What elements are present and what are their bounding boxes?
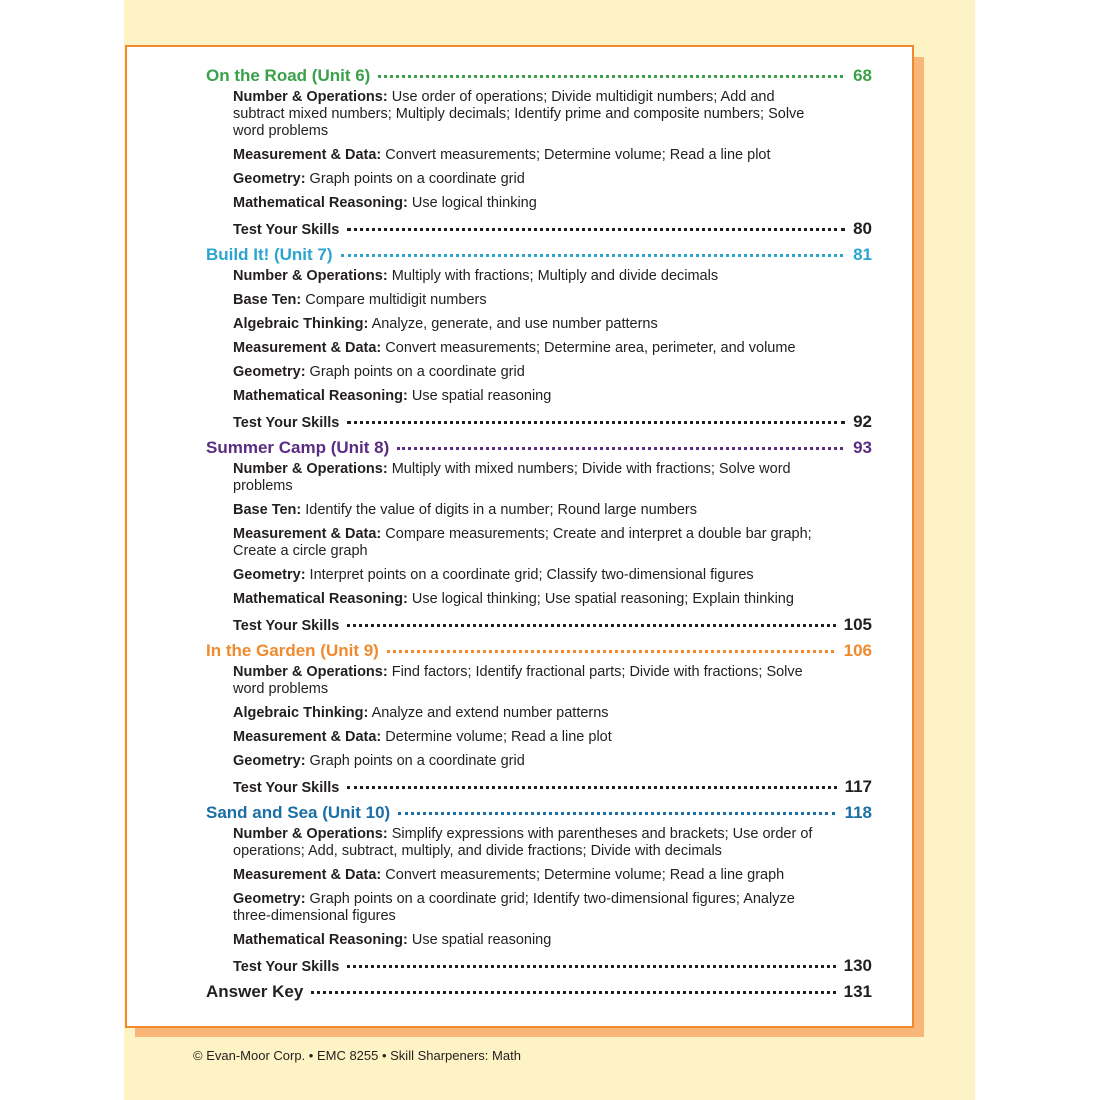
skill-category: Number & Operations:	[233, 89, 388, 105]
unit-title: On the Road (Unit 6)	[206, 66, 371, 85]
skill-description: Convert measurements; Determine volume; Read a line plot	[381, 147, 771, 163]
skill-category: Geometry:	[233, 567, 306, 583]
skill-description: Graph points on a coordinate grid	[305, 171, 525, 187]
unit-heading[interactable]	[206, 245, 872, 267]
unit-page-number: 106	[843, 641, 872, 660]
dot-leader	[398, 812, 834, 815]
test-page-number: 130	[843, 956, 872, 975]
unit-heading[interactable]	[206, 641, 872, 663]
test-label: Test Your Skills	[233, 415, 340, 431]
skill-entry	[233, 891, 823, 925]
skill-category: Base Ten:	[233, 502, 302, 518]
test-your-skills-entry[interactable]	[233, 956, 872, 976]
skill-description: Graph points on a coordinate grid; Identify two-dimensional figures; Analyze three-dimensional figures	[233, 891, 795, 924]
dot-leader	[341, 254, 844, 257]
test-label: Test Your Skills	[233, 618, 340, 634]
skill-description: Interpret points on a coordinate grid; Classify two-dimensional figures	[305, 567, 754, 583]
skill-category: Geometry:	[233, 171, 306, 187]
skill-description: Use logical thinking	[407, 195, 537, 211]
skill-description: Multiply with mixed numbers; Divide with fractions; Solve word problems	[233, 461, 791, 494]
skill-entry	[233, 526, 823, 560]
unit-page-number: 68	[853, 66, 872, 85]
skill-category: Number & Operations:	[233, 461, 388, 477]
skill-entry	[233, 867, 823, 884]
skill-description: Convert measurements; Determine area, perimeter, and volume	[381, 340, 796, 356]
unit-heading[interactable]	[206, 438, 872, 460]
unit-page-number: 118	[844, 803, 872, 822]
skill-description: Simplify expressions with parentheses and brackets; Use order of operations; Add, subtract, multiply, and divide fractions; Divide with decimals	[233, 826, 813, 859]
skill-category: Base Ten:	[233, 292, 302, 308]
skill-category: Measurement & Data:	[233, 729, 382, 745]
skill-category: Mathematical Reasoning:	[233, 591, 408, 607]
test-your-skills-entry[interactable]	[233, 412, 872, 432]
skill-entry	[233, 461, 823, 495]
dot-leader	[347, 228, 845, 231]
skill-category: Algebraic Thinking:	[233, 316, 369, 332]
dot-leader	[347, 786, 836, 789]
unit-title: Build It! (Unit 7)	[206, 245, 333, 264]
test-your-skills-entry[interactable]	[233, 615, 872, 635]
answer-key-entry[interactable]	[206, 982, 872, 1004]
skill-description: Use spatial reasoning	[407, 932, 552, 948]
test-page-number: 117	[844, 777, 872, 796]
test-label: Test Your Skills	[233, 222, 340, 238]
skill-category: Geometry:	[233, 753, 306, 769]
unit-heading[interactable]	[206, 803, 872, 825]
skill-description: Analyze and extend number patterns	[368, 705, 609, 721]
skill-entry	[233, 826, 823, 860]
test-your-skills-entry[interactable]	[233, 219, 872, 239]
skill-entry	[233, 932, 823, 949]
skill-entry	[233, 705, 823, 722]
skill-description: Use order of operations; Divide multidigit numbers; Add and subtract mixed numbers; Multiply decimals; Identify prime and composite numbers; Solve word problems	[233, 89, 805, 139]
skill-entry	[233, 171, 823, 188]
skill-entry	[233, 664, 823, 698]
skill-entry	[233, 89, 823, 140]
answer-key-page-number: 131	[843, 982, 872, 1001]
skill-category: Mathematical Reasoning:	[233, 195, 408, 211]
test-page-number: 80	[853, 219, 872, 238]
skill-entry	[233, 502, 823, 519]
skill-description: Determine volume; Read a line plot	[381, 729, 612, 745]
test-page-number: 105	[843, 615, 872, 634]
skill-entry	[233, 729, 823, 746]
skill-category: Measurement & Data:	[233, 526, 382, 542]
skill-category: Geometry:	[233, 364, 306, 380]
unit-page-number: 81	[853, 245, 872, 264]
skill-description: Use spatial reasoning	[407, 388, 552, 404]
skill-category: Mathematical Reasoning:	[233, 932, 408, 948]
skill-entry	[233, 340, 823, 357]
table-of-contents	[206, 66, 872, 1004]
dot-leader	[387, 650, 834, 653]
skill-description: Identify the value of digits in a number; Round large numbers	[301, 502, 697, 518]
skill-category: Measurement & Data:	[233, 867, 382, 883]
skill-entry	[233, 147, 823, 164]
skill-entry	[233, 292, 823, 309]
skill-category: Measurement & Data:	[233, 147, 382, 163]
skill-category: Number & Operations:	[233, 826, 388, 842]
skill-category: Number & Operations:	[233, 268, 388, 284]
skill-entry	[233, 364, 823, 381]
answer-key-label: Answer Key	[206, 982, 304, 1001]
skill-category: Mathematical Reasoning:	[233, 388, 408, 404]
unit-page-number: 93	[853, 438, 872, 457]
test-your-skills-entry[interactable]	[233, 777, 872, 797]
dot-leader	[347, 624, 835, 627]
dot-leader	[347, 965, 835, 968]
footer-credit: © Evan-Moor Corp. • EMC 8255 • Skill Sharpeners: Math	[193, 1048, 521, 1063]
dot-leader	[347, 421, 845, 424]
skill-entry	[233, 591, 823, 608]
skill-description: Use logical thinking; Use spatial reasoning; Explain thinking	[407, 591, 794, 607]
dot-leader	[378, 75, 843, 78]
skill-description: Graph points on a coordinate grid	[305, 753, 525, 769]
skill-description: Multiply with fractions; Multiply and divide decimals	[387, 268, 719, 284]
skill-entry	[233, 316, 823, 333]
skill-category: Geometry:	[233, 891, 306, 907]
skill-description: Compare multidigit numbers	[301, 292, 487, 308]
test-label: Test Your Skills	[233, 780, 340, 796]
skill-description: Convert measurements; Determine volume; Read a line graph	[381, 867, 785, 883]
unit-title: Sand and Sea (Unit 10)	[206, 803, 391, 822]
unit-title: Summer Camp (Unit 8)	[206, 438, 390, 457]
skill-entry	[233, 195, 823, 212]
skill-category: Number & Operations:	[233, 664, 388, 680]
skill-category: Algebraic Thinking:	[233, 705, 369, 721]
skill-entry	[233, 268, 823, 285]
test-label: Test Your Skills	[233, 959, 340, 975]
skill-category: Measurement & Data:	[233, 340, 382, 356]
skill-entry	[233, 388, 823, 405]
skill-description: Compare measurements; Create and interpret a double bar graph; Create a circle graph	[233, 526, 812, 559]
test-page-number: 92	[853, 412, 872, 431]
skill-description: Graph points on a coordinate grid	[305, 364, 525, 380]
skill-entry	[233, 567, 823, 584]
dot-leader	[397, 447, 843, 450]
unit-heading[interactable]	[206, 66, 872, 88]
dot-leader	[311, 991, 835, 994]
skill-description: Find factors; Identify fractional parts; Divide with fractions; Solve word problems	[233, 664, 803, 697]
unit-title: In the Garden (Unit 9)	[206, 641, 379, 660]
skill-entry	[233, 753, 823, 770]
skill-description: Analyze, generate, and use number patterns	[368, 316, 658, 332]
